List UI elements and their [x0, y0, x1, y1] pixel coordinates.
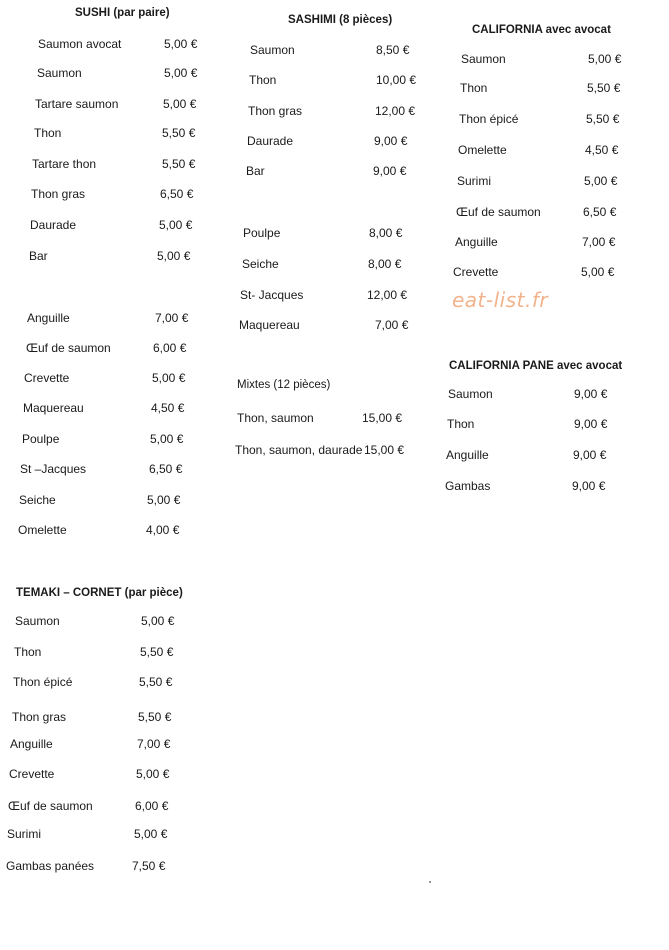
menu-item-price: 9,00 € — [574, 387, 608, 401]
sashimi-title: SASHIMI (8 pièces) — [288, 14, 393, 26]
menu-item-price: 7,50 € — [132, 859, 166, 873]
menu-item-price: 9,00 € — [373, 164, 407, 178]
menu-item-name: Saumon — [448, 387, 493, 401]
mixtes-title: Mixtes (12 pièces) — [237, 379, 331, 391]
menu-item-price: 5,50 € — [139, 675, 173, 689]
menu-item-name: Seiche — [242, 257, 279, 271]
menu-item-name: Crevette — [9, 767, 55, 781]
menu-item-price: 7,00 € — [155, 311, 189, 325]
menu-item-price: 6,00 € — [153, 341, 187, 355]
menu-item-name: Omelette — [458, 143, 507, 157]
menu-item-price: 10,00 € — [376, 73, 417, 87]
menu-item-price: 5,50 € — [138, 710, 172, 724]
menu-item-price: 6,50 € — [149, 462, 183, 476]
menu-item-name: Saumon — [461, 52, 506, 66]
menu-item-name: Thon — [249, 73, 277, 87]
menu-item-price: 5,50 € — [587, 81, 621, 95]
menu-item-name: Bar — [246, 164, 265, 178]
menu-item-price: 6,00 € — [135, 799, 169, 813]
menu-item-price: 4,50 € — [151, 401, 185, 415]
menu-item-price: 4,50 € — [585, 143, 619, 157]
menu-item-price: 5,50 € — [140, 645, 174, 659]
menu-item-name: Thon épicé — [459, 112, 519, 126]
menu-item-name: Thon gras — [31, 187, 86, 201]
temaki-section — [0, 0, 230, 890]
california-title: CALIFORNIA avec avocat — [472, 24, 611, 36]
scan-speck — [429, 881, 431, 883]
menu-item-name: Anguille — [446, 448, 489, 462]
menu-item-name: Thon, saumon, daurade — [235, 443, 363, 457]
menu-item-price: 6,50 € — [160, 187, 194, 201]
menu-item-name: Omelette — [18, 523, 67, 537]
sushi-title: SUSHI (par paire) — [75, 7, 170, 19]
menu-item-name: Saumon — [15, 614, 60, 628]
menu-item-name: Gambas — [445, 479, 491, 493]
menu-item-name: Thon, saumon — [237, 411, 314, 425]
menu-item-name: Bar — [29, 249, 48, 263]
menu-item-price: 12,00 € — [367, 288, 408, 302]
menu-item-price: 5,00 € — [159, 218, 193, 232]
menu-item-name: Maquereau — [23, 401, 84, 415]
menu-item-name: Surimi — [7, 827, 42, 841]
menu-item-name: Poulpe — [243, 226, 281, 240]
menu-item-name: Gambas panées — [6, 859, 95, 873]
menu-item-name: Maquereau — [239, 318, 300, 332]
menu-item-price: 7,00 € — [375, 318, 409, 332]
menu-item-price: 5,00 € — [141, 614, 175, 628]
menu-item-price: 5,00 € — [147, 493, 181, 507]
menu-item-name: Anguille — [455, 235, 498, 249]
menu-item-price: 8,00 € — [369, 226, 403, 240]
menu-item-price: 12,00 € — [375, 104, 416, 118]
menu-item-price: 9,00 € — [574, 417, 608, 431]
menu-item-price: 4,00 € — [146, 523, 180, 537]
menu-item-price: 5,50 € — [586, 112, 620, 126]
menu-item-name: St –Jacques — [20, 462, 87, 476]
menu-item-price: 5,00 € — [164, 37, 198, 51]
menu-item-name: Thon — [14, 645, 42, 659]
menu-item-price: 5,00 € — [163, 97, 197, 111]
menu-item-name: Thon — [447, 417, 475, 431]
menu-item-name: Anguille — [27, 311, 70, 325]
menu-item-price: 8,00 € — [368, 257, 402, 271]
menu-item-price: 5,50 € — [162, 157, 196, 171]
menu-item-price: 7,00 € — [137, 737, 171, 751]
menu-item-price: 5,00 € — [136, 767, 170, 781]
menu-item-price: 5,00 € — [150, 432, 184, 446]
menu-item-price: 9,00 € — [374, 134, 408, 148]
menu-item-name: Œuf de saumon — [8, 799, 93, 813]
menu-item-name: Saumon avocat — [38, 37, 122, 51]
menu-item-name: Surimi — [457, 174, 492, 188]
menu-item-price: 5,00 € — [164, 66, 198, 80]
menu-item-name: Thon gras — [12, 710, 67, 724]
california-pane-title: CALIFORNIA PANE avec avocat — [449, 360, 623, 372]
menu-item-price: 5,00 € — [152, 371, 186, 385]
menu-item-price: 9,00 € — [573, 448, 607, 462]
menu-item-price: 7,00 € — [582, 235, 616, 249]
menu-item-name: Thon gras — [248, 104, 303, 118]
menu-item-price: 5,00 € — [584, 174, 618, 188]
temaki-title: TEMAKI – CORNET (par pièce) — [16, 587, 183, 599]
menu-item-name: Daurade — [30, 218, 77, 232]
menu-item-price: 15,00 € — [364, 443, 405, 457]
menu-item-name: Daurade — [247, 134, 294, 148]
menu-item-name: Anguille — [10, 737, 53, 751]
menu-item-name: Tartare saumon — [35, 97, 119, 111]
menu-item-price: 8,50 € — [376, 43, 410, 57]
menu-item-price: 6,50 € — [583, 205, 617, 219]
menu-item-name: Thon — [460, 81, 488, 95]
menu-item-name: Œuf de saumon — [456, 205, 541, 219]
menu-item-name: Thon — [34, 126, 62, 140]
menu-item-name: Œuf de saumon — [26, 341, 111, 355]
menu-item-name: Tartare thon — [32, 157, 97, 171]
menu-item-price: 15,00 € — [362, 411, 403, 425]
menu-item-price: 9,00 € — [572, 479, 606, 493]
menu-item-price: 5,00 € — [134, 827, 168, 841]
menu-item-name: Crevette — [453, 265, 499, 279]
menu-item-name: Seiche — [19, 493, 56, 507]
menu-item-name: Saumon — [250, 43, 295, 57]
menu-item-name: Thon épicé — [13, 675, 73, 689]
menu-item-name: Poulpe — [22, 432, 60, 446]
menu-item-price: 5,00 € — [588, 52, 622, 66]
menu-item-price: 5,00 € — [157, 249, 191, 263]
menu-item-name: St- Jacques — [240, 288, 304, 302]
menu-item-price: 5,50 € — [162, 126, 196, 140]
menu-item-price: 5,00 € — [581, 265, 615, 279]
menu-item-name: Saumon — [37, 66, 82, 80]
eat-list-watermark: eat-list.fr — [452, 288, 549, 312]
menu-item-name: Crevette — [24, 371, 70, 385]
